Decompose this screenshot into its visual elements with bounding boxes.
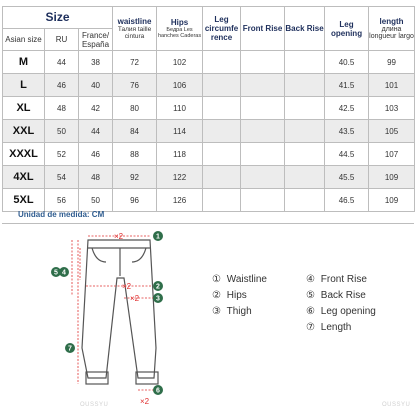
waistline-cell: 84 (113, 120, 157, 143)
table-row (3, 143, 415, 166)
leg-opening-cell: 42.5 (325, 97, 369, 120)
legend-front-rise (306, 274, 367, 285)
hips-cell: 118 (157, 143, 203, 166)
badge-2-num: 2 (156, 283, 160, 291)
waistline-cell: 92 (113, 166, 157, 189)
table-row (3, 74, 415, 97)
watermark-right: OUSSYU (382, 402, 411, 408)
waistline-cell: 96 (113, 189, 157, 212)
hips-header (157, 7, 203, 51)
leg-circumference-header: Leg circumfe rence (203, 7, 241, 51)
table-row (3, 51, 415, 74)
back-rise-cell (285, 166, 325, 189)
front-rise-cell (241, 143, 285, 166)
length-label: length (379, 16, 404, 26)
ru-cell: 52 (45, 143, 79, 166)
front-rise-cell (241, 166, 285, 189)
france-cell: 48 (79, 166, 113, 189)
waistline-cell: 72 (113, 51, 157, 74)
pocket-left (92, 248, 106, 262)
length-cell: 99 (369, 51, 415, 74)
hips-cell: 122 (157, 166, 203, 189)
back-rise-cell (285, 143, 325, 166)
leg-opening-cell: 45.5 (325, 166, 369, 189)
watermark-left: OUSSYU (80, 402, 109, 408)
badge-5-num: 5 (54, 269, 58, 277)
back-rise-cell (285, 51, 325, 74)
size-cell: XL (3, 97, 45, 120)
table-row (3, 189, 415, 212)
length-cell: 103 (369, 97, 415, 120)
legend-1-num: ① (212, 274, 221, 285)
leg-circumference-cell (203, 97, 241, 120)
hips-times2: ×2 (122, 282, 132, 291)
legend-back-rise (306, 290, 366, 301)
hips-cell: 126 (157, 189, 203, 212)
legend-7-label: Length (320, 322, 352, 333)
pants-shape (82, 240, 156, 378)
back-rise-cell (285, 74, 325, 97)
ru-cell: 44 (45, 51, 79, 74)
length-cell: 109 (369, 166, 415, 189)
hips-cell: 106 (157, 74, 203, 97)
leg-opening-cell: 43.5 (325, 120, 369, 143)
ru-cell: 56 (45, 189, 79, 212)
unit-label: Unidad de medida: CM (18, 210, 105, 219)
waistline-header (113, 7, 157, 51)
back-rise-cell (285, 120, 325, 143)
legend-6-num: ⑥ (306, 306, 315, 317)
hips-cell: 110 (157, 97, 203, 120)
legend-5-label: Back Rise (320, 290, 366, 301)
leg-circumference-cell (203, 120, 241, 143)
legend-2-label: Hips (226, 290, 247, 301)
legend-1-label: Waistline (226, 274, 267, 285)
badge-3-num: 3 (156, 295, 160, 303)
legend-waistline (212, 274, 267, 285)
leg-opening-cell: 44.5 (325, 143, 369, 166)
hips-cell: 102 (157, 51, 203, 74)
waistline-cell: 88 (113, 143, 157, 166)
legend-leg-opening (306, 306, 376, 317)
france-cell: 46 (79, 143, 113, 166)
length-cell: 105 (369, 120, 415, 143)
leg-opening-header: Leg opening (325, 7, 369, 51)
length-header (369, 7, 415, 51)
waistline-label: waistline (117, 17, 152, 26)
pocket-right (132, 248, 146, 262)
front-rise-cell (241, 97, 285, 120)
front-rise-cell (241, 189, 285, 212)
badge-4-num: 4 (62, 269, 66, 277)
legend-4-num: ④ (306, 274, 315, 285)
badge-7-num: 7 (68, 345, 72, 353)
legend-5-num: ⑤ (306, 290, 315, 301)
pants-outline (82, 240, 158, 384)
length-cell: 101 (369, 74, 415, 97)
france-cell: 50 (79, 189, 113, 212)
length-translation: длина longueur largo (369, 25, 414, 40)
size-cell: M (3, 51, 45, 74)
legend-6-label: Leg opening (320, 306, 376, 317)
ru-cell: 54 (45, 166, 79, 189)
size-cell: 4XL (3, 166, 45, 189)
front-rise-cell (241, 74, 285, 97)
france-cell: 40 (79, 74, 113, 97)
badge-1-num: 1 (156, 233, 160, 241)
france-cell: 44 (79, 120, 113, 143)
badge-6-num: 6 (156, 387, 160, 395)
back-rise-header: Back Rise (285, 7, 325, 51)
ru-header: RU (45, 29, 79, 51)
legend-4-label: Front Rise (320, 274, 367, 285)
table-row (3, 97, 415, 120)
legend-3-num: ③ (212, 306, 221, 317)
size-chart-table (2, 6, 415, 212)
leg-circumference-cell (203, 166, 241, 189)
hips-cell: 114 (157, 120, 203, 143)
back-rise-cell (285, 97, 325, 120)
divider (2, 223, 414, 224)
length-cell: 107 (369, 143, 415, 166)
hips-translation: Бедра Les hanches Caderas (157, 27, 202, 39)
waistline-translation: Талия taille cintura (117, 26, 152, 40)
leg-circumference-cell (203, 74, 241, 97)
legend-thigh (212, 306, 252, 317)
waistline-times2: ×2 (114, 232, 124, 241)
table-row (3, 120, 415, 143)
front-rise-header: Front Rise (241, 7, 285, 51)
legend-3-label: Thigh (226, 306, 252, 317)
france-cell: 38 (79, 51, 113, 74)
leg-opening-times2: ×2 (140, 397, 150, 406)
size-cell: 5XL (3, 189, 45, 212)
ru-cell: 48 (45, 97, 79, 120)
size-header: Size (3, 7, 113, 29)
waistline-cell: 80 (113, 97, 157, 120)
thigh-times2: ×2 (130, 294, 140, 303)
leg-opening-cell: 46.5 (325, 189, 369, 212)
size-cell: XXXL (3, 143, 45, 166)
legend-length (306, 322, 351, 333)
front-rise-cell (241, 51, 285, 74)
ru-cell: 50 (45, 120, 79, 143)
size-cell: L (3, 74, 45, 97)
leg-circumference-cell (203, 51, 241, 74)
france-header: France/ España (79, 29, 113, 51)
ru-cell: 46 (45, 74, 79, 97)
france-cell: 42 (79, 97, 113, 120)
asian-size-header: Asian size (3, 29, 45, 51)
hips-label: Hips (170, 18, 189, 27)
front-rise-cell (241, 120, 285, 143)
leg-circumference-cell (203, 143, 241, 166)
legend-hips (212, 290, 247, 301)
table-row (3, 166, 415, 189)
legend-2-num: ② (212, 290, 221, 301)
legend-7-num: ⑦ (306, 322, 315, 333)
length-cell: 109 (369, 189, 415, 212)
leg-circumference-cell (203, 189, 241, 212)
size-cell: XXL (3, 120, 45, 143)
back-rise-cell (285, 189, 325, 212)
leg-opening-cell: 41.5 (325, 74, 369, 97)
pants-diagram (50, 228, 180, 414)
waistline-cell: 76 (113, 74, 157, 97)
leg-opening-cell: 40.5 (325, 51, 369, 74)
